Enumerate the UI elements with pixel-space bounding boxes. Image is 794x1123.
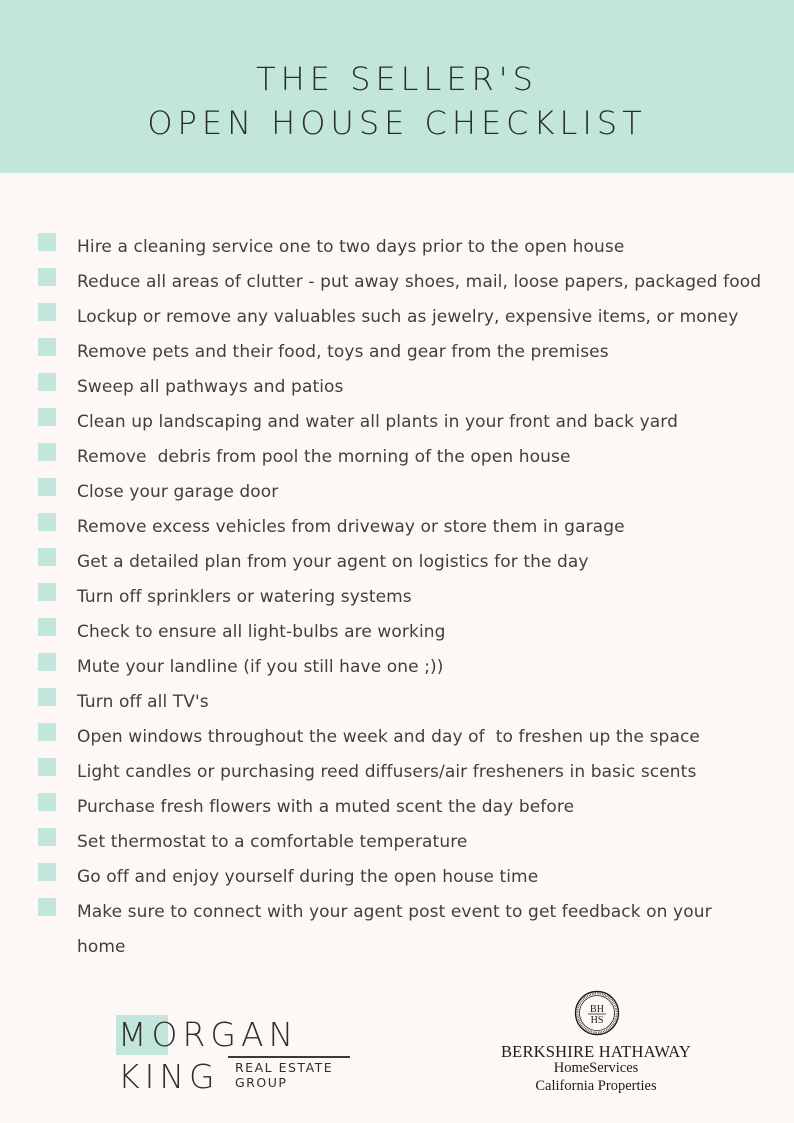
- checklist-item-label: Remove debris from pool the morning of the open house: [77, 447, 571, 467]
- checkbox-square[interactable]: [38, 338, 56, 356]
- checkbox-square[interactable]: [38, 408, 56, 426]
- checklist-item-text: [77, 335, 777, 370]
- checkbox-square[interactable]: [38, 688, 56, 706]
- checklist-item-text: [77, 720, 777, 755]
- checkbox-square[interactable]: [38, 268, 56, 286]
- checkbox-square[interactable]: [38, 863, 56, 881]
- checklist-item-label: Hire a cleaning service one to two days prior to the open house: [77, 237, 625, 257]
- berkshire-seal-icon: [574, 990, 620, 1036]
- checklist-item-text: [77, 230, 777, 265]
- checkbox-square[interactable]: [38, 653, 56, 671]
- checkbox-square[interactable]: [38, 443, 56, 461]
- checkbox-square[interactable]: [38, 548, 56, 566]
- checkbox-square[interactable]: [38, 303, 56, 321]
- checkbox-square[interactable]: [38, 758, 56, 776]
- page-title-line-1: THE SELLER'S: [256, 60, 538, 98]
- checklist-item-text: [77, 580, 777, 615]
- checklist-item-label: Make sure to connect with your agent post event to get feedback on your: [77, 902, 712, 922]
- checklist-item-label: Reduce all areas of clutter - put away shoes, mail, loose papers, packaged food: [77, 272, 762, 292]
- berkshire-seal-bottom: HS: [590, 1015, 604, 1026]
- checkbox-square[interactable]: [38, 583, 56, 601]
- berkshire-seal-top: BH: [590, 1004, 604, 1015]
- checklist-item-text: [77, 510, 777, 545]
- checklist-item-text: [77, 860, 777, 895]
- checklist-item-label: Set thermostat to a comfortable temperature: [77, 832, 468, 852]
- checklist-item-label: Remove pets and their food, toys and gear from the premises: [77, 342, 609, 362]
- checklist-item-label: Lockup or remove any valuables such as jewelry, expensive items, or money: [77, 307, 739, 327]
- berkshire-logo-sub1: HomeServices: [553, 1060, 639, 1076]
- checklist-item-text: [77, 615, 777, 650]
- checkbox-square[interactable]: [38, 513, 56, 531]
- checkbox-square[interactable]: [38, 898, 56, 916]
- checklist-item-label: Purchase fresh flowers with a muted scent the day before: [77, 797, 575, 817]
- checkbox-square[interactable]: [38, 233, 56, 251]
- checklist-item-label: Sweep all pathways and patios: [77, 377, 344, 397]
- checklist-item-label-continuation: home: [77, 937, 126, 957]
- checklist-item-text: [77, 685, 777, 720]
- checkbox-square[interactable]: [38, 828, 56, 846]
- checklist-item-label: Remove excess vehicles from driveway or store them in garage: [77, 517, 625, 537]
- checklist-item-text: [77, 300, 777, 335]
- checkbox-square[interactable]: [38, 478, 56, 496]
- checklist-item-label: Turn off sprinklers or watering systems: [77, 587, 412, 607]
- checkbox-square[interactable]: [38, 723, 56, 741]
- checkbox-square[interactable]: [38, 793, 56, 811]
- morgan-king-logo-line1: MORGAN: [118, 1015, 299, 1054]
- checklist-item-text: [77, 475, 777, 510]
- checklist-item-label: Check to ensure all light-bulbs are working: [77, 622, 446, 642]
- checklist-item-label: Turn off all TV's: [77, 692, 209, 712]
- page-title-line-2: OPEN HOUSE CHECKLIST: [147, 104, 647, 142]
- checklist-item-label: Go off and enjoy yourself during the open house time: [77, 867, 539, 887]
- morgan-king-logo: [116, 1015, 356, 1095]
- checklist-item-label: Open windows throughout the week and day of to freshen up the space: [77, 727, 700, 747]
- checklist-item-label: Mute your landline (if you still have one ;)): [77, 657, 444, 677]
- checklist-item-label: Clean up landscaping and water all plants in your front and back yard: [77, 412, 678, 432]
- checklist-item-text: [77, 405, 777, 440]
- morgan-king-logo-sub2: GROUP: [235, 1075, 288, 1090]
- checklist-item-label: Get a detailed plan from your agent on logistics for the day: [77, 552, 589, 572]
- checklist-item-text: [77, 440, 777, 475]
- checklist-item-label: Light candles or purchasing reed diffusers/air fresheners in basic scents: [77, 762, 697, 782]
- berkshire-logo-name: BERKSHIRE HATHAWAY: [500, 1042, 692, 1061]
- berkshire-logo-sub2: California Properties: [535, 1078, 657, 1094]
- checklist-item-text: [77, 370, 777, 405]
- checkbox-square[interactable]: [38, 618, 56, 636]
- morgan-king-logo-line2: KING: [118, 1057, 220, 1096]
- checklist-item-text: [77, 545, 777, 580]
- checklist-item-label: Close your garage door: [77, 482, 279, 502]
- checklist-item-text: [77, 790, 777, 825]
- checklist-item-text: [77, 650, 777, 685]
- checklist-item-text: [77, 755, 777, 790]
- checklist-item-text: [77, 265, 777, 300]
- checklist-item-text: [77, 825, 777, 860]
- checklist-item-text: [77, 895, 777, 965]
- morgan-king-logo-sub1: REAL ESTATE: [235, 1060, 334, 1075]
- morgan-king-logo-divider: [228, 1056, 350, 1058]
- checkbox-square[interactable]: [38, 373, 56, 391]
